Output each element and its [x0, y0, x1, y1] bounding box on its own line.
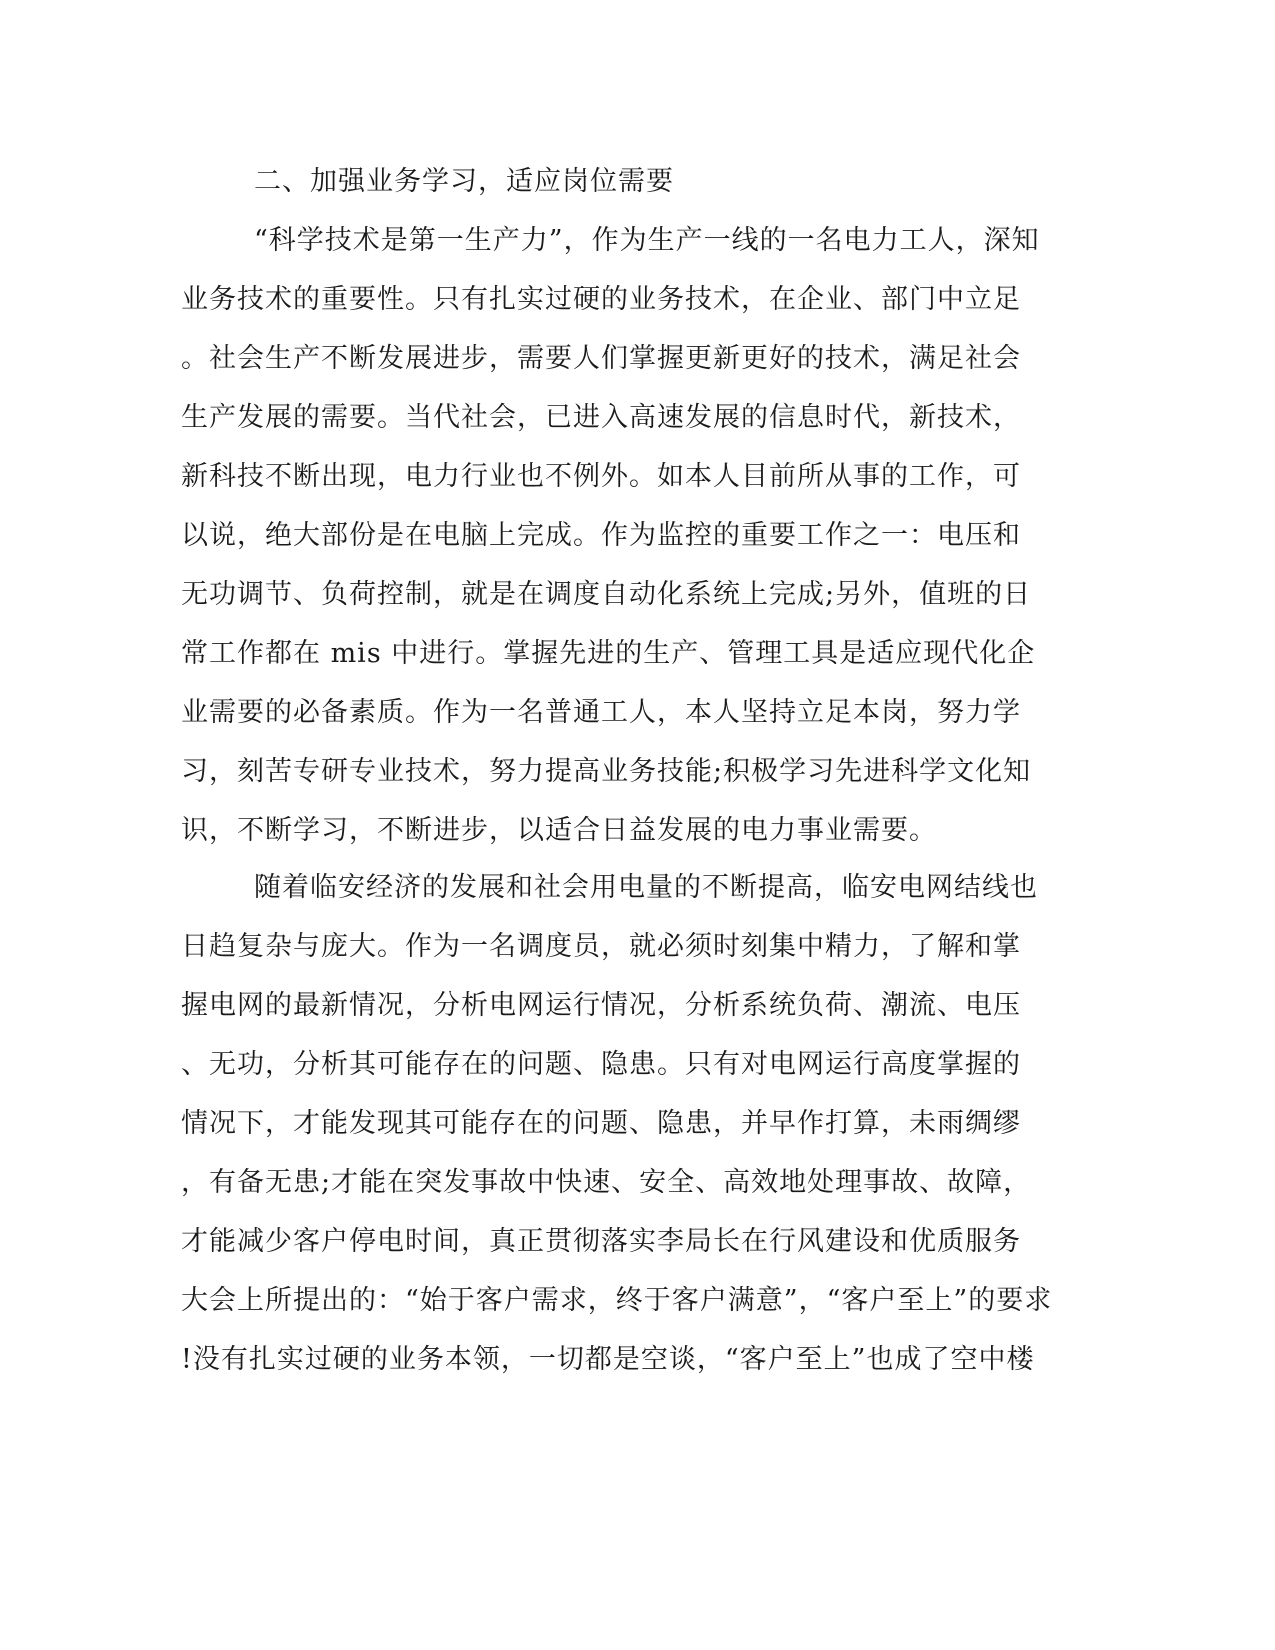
paragraph-line: 业务技术的重要性。只有扎实过硬的业务技术，在企业、部门中立足	[181, 284, 1021, 315]
paragraph-line: 业需要的必备素质。作为一名普通工人，本人坚持立足本岗，努力学	[181, 697, 1021, 728]
paragraph-line: 才能减少客户停电时间，真正贯彻落实李局长在行风建设和优质服务	[181, 1226, 1021, 1257]
paragraph-line: 常工作都在 mis 中进行。掌握先进的生产、管理工具是适应现代化企	[181, 638, 1036, 669]
section-heading: 二、加强业务学习，适应岗位需要	[254, 166, 674, 197]
paragraph-line: 习，刻苦专研专业技术，努力提高业务技能;积极学习先进科学文化知	[181, 756, 1032, 787]
paragraph-line: 大会上所提出的：“始于客户需求，终于客户满意”，“客户至上”的要求	[181, 1285, 1053, 1316]
paragraph-line: 以说，绝大部份是在电脑上完成。作为监控的重要工作之一：电压和	[181, 520, 1021, 551]
paragraph-line: 。社会生产不断发展进步，需要人们掌握更新更好的技术，满足社会	[181, 343, 1021, 374]
paragraph-line: 生产发展的需要。当代社会，已进入高速发展的信息时代，新技术，	[181, 402, 1021, 433]
paragraph-line: !没有扎实过硬的业务本领，一切都是空谈，“客户至上”也成了空中楼	[181, 1344, 1035, 1375]
paragraph-line: ，有备无患;才能在突发事故中快速、安全、高效地处理事故、故障，	[181, 1167, 1032, 1198]
paragraph-line: 情况下，才能发现其可能存在的问题、隐患，并早作打算，未雨绸缪	[181, 1108, 1021, 1139]
paragraph-line: “科学技术是第一生产力”，作为生产一线的一名电力工人，深知	[254, 225, 1040, 256]
paragraph-line: 新科技不断出现，电力行业也不例外。如本人目前所从事的工作，可	[181, 461, 1021, 492]
paragraph-line: 、无功，分析其可能存在的问题、隐患。只有对电网运行高度掌握的	[181, 1049, 1021, 1080]
paragraph-line: 日趋复杂与庞大。作为一名调度员，就必须时刻集中精力，了解和掌	[181, 931, 1021, 962]
paragraph-line: 识，不断学习，不断进步，以适合日益发展的电力事业需要。	[181, 815, 937, 846]
paragraph-line: 无功调节、负荷控制，就是在调度自动化系统上完成;另外，值班的日	[181, 579, 1032, 610]
paragraph-line: 握电网的最新情况，分析电网运行情况，分析系统负荷、潮流、电压	[181, 990, 1021, 1021]
paragraph-line: 随着临安经济的发展和社会用电量的不断提高，临安电网结线也	[254, 872, 1038, 903]
